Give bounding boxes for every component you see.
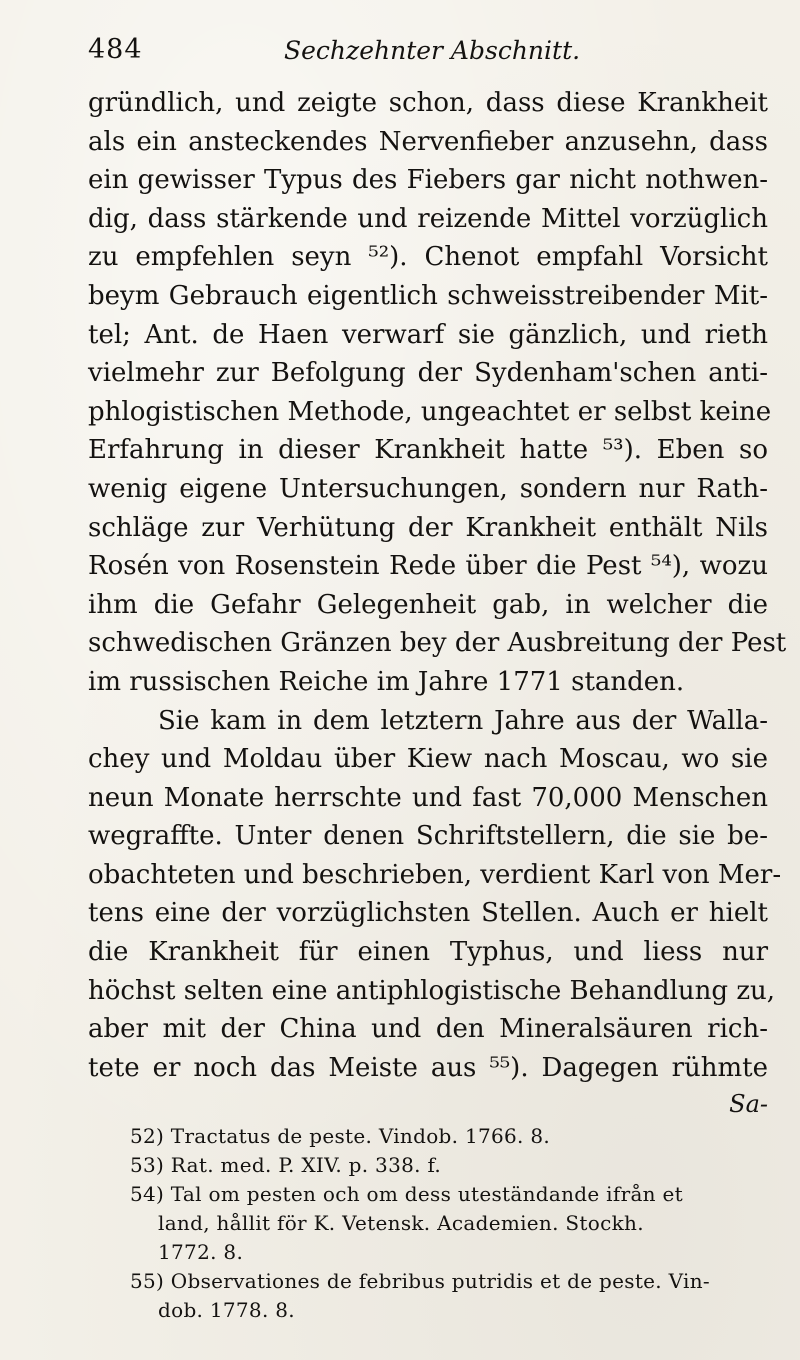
- text-line: tel; Ant. de Haen verwarf sie gänzlich, und rieth: [88, 319, 768, 350]
- footnote-line: 1772. 8.: [158, 1240, 244, 1264]
- footnote-line: 55) Observationes de febribus putridis et de peste. Vin-: [130, 1269, 710, 1293]
- text-line: obachteten und beschrieben, verdient Karl von Mer-: [88, 859, 782, 890]
- text-line: im russischen Reiche im Jahre 1771 standen.: [88, 666, 685, 697]
- text-line: vielmehr zur Befolgung der Sydenham'schen anti-: [88, 358, 768, 389]
- footnote-line: dob. 1778. 8.: [158, 1298, 295, 1322]
- catchword: Sa-: [729, 1090, 768, 1119]
- text-line: wenig eigene Untersuchungen, sondern nur Rath-: [88, 473, 768, 504]
- text-line: ein gewisser Typus des Fiebers gar nicht nothwen-: [88, 165, 768, 196]
- text-line: Sie kam in dem letztern Jahre aus der Walla-: [158, 705, 768, 736]
- text-line: chey und Moldau über Kiew nach Moscau, wo sie: [88, 744, 768, 775]
- text-line: phlogistischen Methode, ungeachtet er selbst keine: [88, 396, 772, 427]
- text-line: als ein ansteckendes Nervenfieber anzusehn, dass: [88, 126, 768, 157]
- footnote-line: 54) Tal om pesten och om dess uteständande ifrån et: [130, 1182, 683, 1206]
- text-line: Rosén von Rosenstein Rede über die Pest ⁵⁴), wozu: [88, 551, 768, 582]
- footnotes: [130, 1122, 770, 1325]
- text-line: höchst selten eine antiphlogistische Behandlung zu,: [88, 975, 776, 1006]
- text-line: zu empfehlen seyn ⁵²). Chenot empfahl Vorsicht: [88, 242, 768, 273]
- text-line: dig, dass stärkende und reizende Mittel vorzüglich: [88, 203, 768, 234]
- text-line: schläge zur Verhütung der Krankheit enthält Nils: [88, 512, 768, 543]
- footnote-line: 53) Rat. med. P. XIV. p. 338. f.: [130, 1153, 442, 1177]
- text-line: neun Monate herrschte und fast 70,000 Menschen: [88, 782, 768, 813]
- text-line: Erfahrung in dieser Krankheit hatte ⁵³). Eben so: [88, 435, 768, 466]
- text-line: beym Gebrauch eigentlich schweisstreibender Mit-: [88, 280, 768, 311]
- text-line: gründlich, und zeigte schon, dass diese Krankheit: [88, 88, 768, 118]
- footnote-line: land, hållit för K. Vetensk. Academien. Stockh.: [158, 1211, 644, 1235]
- page-header: [88, 28, 768, 80]
- text-line: die Krankheit für einen Typhus, und liess nur: [88, 937, 768, 968]
- body-text: [88, 84, 787, 1121]
- text-line: tens eine der vorzüglichsten Stellen. Auch er hielt: [88, 898, 768, 929]
- text-line: tete er noch das Meiste aus ⁵⁵). Dagegen rühmte: [88, 1052, 768, 1083]
- text-line: wegraffte. Unter denen Schriftstellern, die sie be-: [88, 821, 768, 852]
- page-number: 484: [88, 34, 143, 65]
- running-title: Sechzehnter Abschnitt.: [284, 36, 581, 65]
- text-line: schwedischen Gränzen bey der Ausbreitung der Pest: [88, 628, 787, 659]
- text-line: aber mit der China und den Mineralsäuren rich-: [88, 1014, 768, 1045]
- text-line: ihm die Gefahr Gelegenheit gab, in welcher die: [88, 589, 768, 620]
- footnote-line: 52) Tractatus de peste. Vindob. 1766. 8.: [130, 1124, 551, 1148]
